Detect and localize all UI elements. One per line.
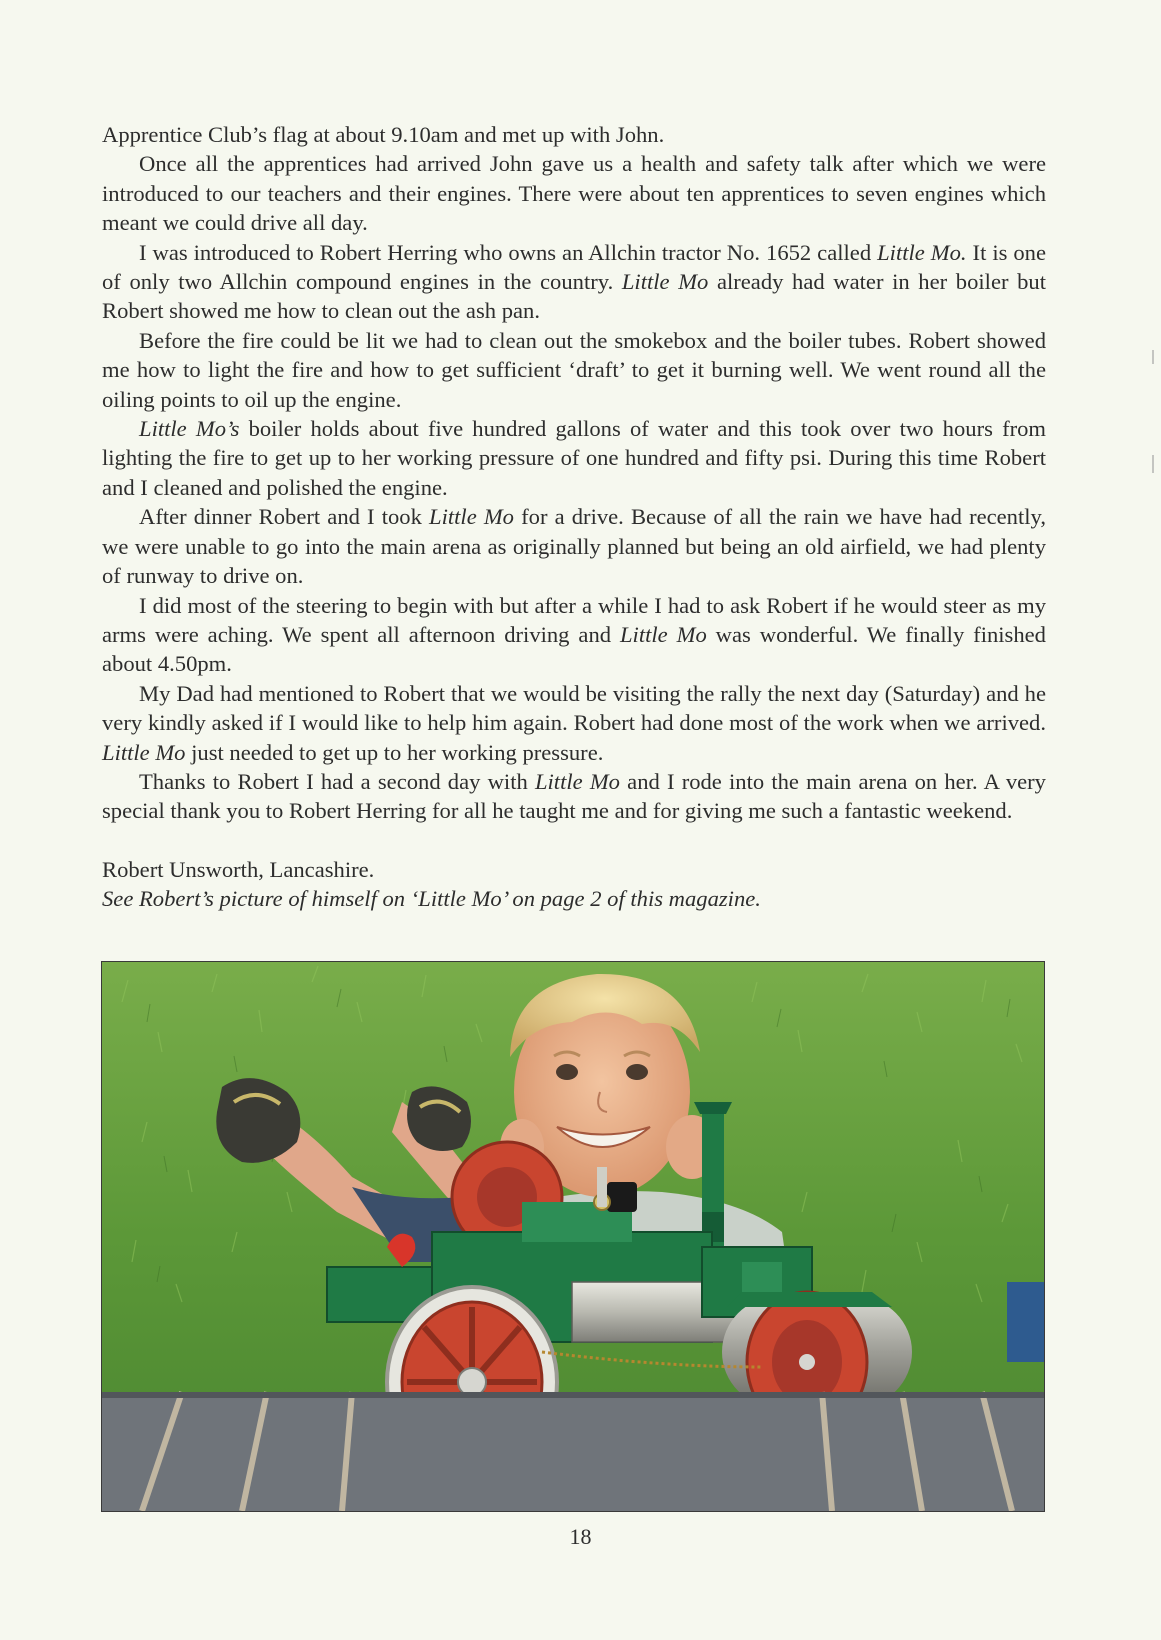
- paragraph-2: Once all the apprentices had arrived John gave us a health and safety talk after which we were introduced to our teachers and their engines. There were about ten apprentices to seven engines which meant we could drive all day.: [102, 151, 1046, 236]
- italic-title: Little Mo: [102, 739, 186, 765]
- paragraph-7: I did most of the steering to begin with but after a while I had to ask Robert if he would steer as my arms were aching. We spent all afternoon driving and Little Mo was wonderful. We finally finished about 4.50pm.: [102, 592, 1046, 677]
- italic-title: Little Mo: [429, 504, 514, 530]
- paragraph-4: Before the fire could be lit we had to clean out the smokebox and the boiler tubes. Robert showed me how to light the fire and how to get sufficient ‘draft’ to get it burning well. We went round all the oiling points to oil up the engine.: [102, 327, 1046, 412]
- page-number: 18: [569, 1524, 592, 1549]
- scan-mark: [1152, 350, 1154, 364]
- wooden-bench: [102, 1392, 1044, 1511]
- paragraph-3: I was introduced to Robert Herring who owns an Allchin tractor No. 1652 called Little Mo. It is one of only two Allchin compound engines in the country. Little Mo already had water in her boiler but Robert showed me how to clean out the ash pan.: [102, 239, 1046, 324]
- scan-mark: [1152, 455, 1154, 473]
- italic-title: Little Mo: [534, 768, 620, 794]
- paragraph-1: Apprentice Club’s flag at about 9.10am and met up with John.: [102, 122, 665, 147]
- author-signature: Robert Unsworth, Lancashire.: [102, 856, 375, 882]
- boy-with-model-steam-roller-photo: [101, 961, 1045, 1512]
- paragraph-9: Thanks to Robert I had a second day with Little Mo and I rode into the main arena on her. A very special thank you to Robert Herring for all he taught me and for giving me such a fantastic weekend.: [102, 768, 1046, 824]
- blue-object: [1007, 1282, 1044, 1362]
- italic-title: Little Mo: [621, 269, 709, 295]
- italic-title: Little Mo: [619, 621, 707, 647]
- photo-illustration: [102, 962, 1044, 1511]
- article-body: [102, 120, 1046, 914]
- paragraph-8: My Dad had mentioned to Robert that we would be visiting the rally the next day (Saturday) and he very kindly asked if I would like to help him again. Robert had done most of the work when we arrived. Little Mo just needed to get up to her working pressure.: [102, 680, 1046, 765]
- photo-reference-note: See Robert’s picture of himself on ‘Little Mo’ on page 2 of this magazine.: [102, 886, 761, 912]
- paragraph-6: After dinner Robert and I took Little Mo for a drive. Because of all the rain we have had recently, we were unable to go into the main arena as originally planned but being an old airfield, we had plenty of runway to drive on.: [102, 504, 1047, 589]
- paragraph-5: Little Mo’s boiler holds about five hundred gallons of water and this took over two hours from lighting the fire to get up to her working pressure of one hundred and fifty psi. During this time Robert and I cleaned and polished the engine.: [102, 416, 1046, 500]
- italic-title: Little Mo’s: [139, 416, 240, 442]
- italic-title: Little Mo.: [877, 239, 967, 265]
